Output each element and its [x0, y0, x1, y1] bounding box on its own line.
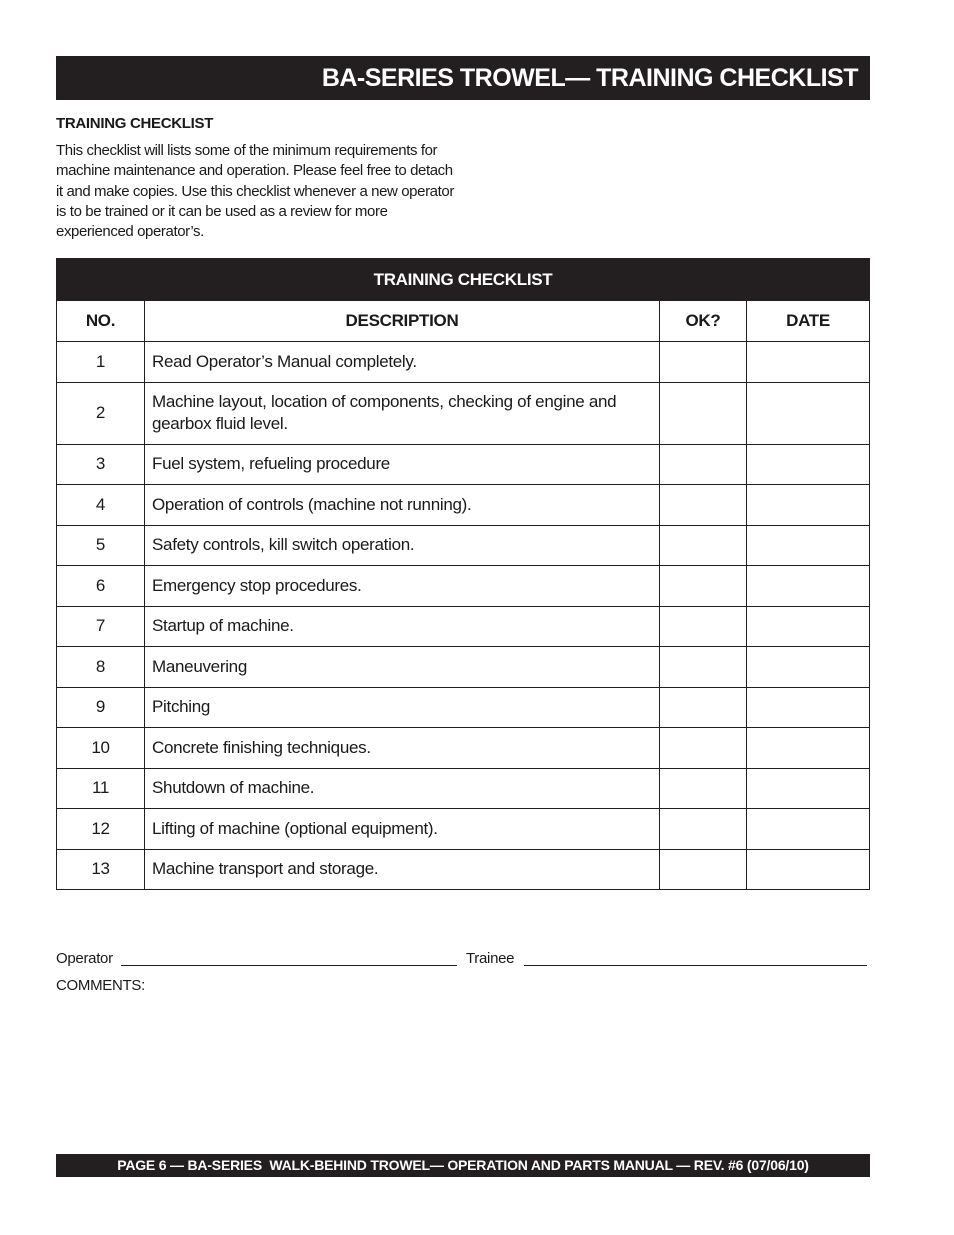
row-description: Lifting of machine (optional equipment).: [145, 809, 660, 850]
date-cell[interactable]: [747, 525, 870, 566]
row-number: 7: [57, 606, 145, 647]
row-description: Maneuvering: [145, 647, 660, 688]
row-number: 10: [57, 728, 145, 769]
ok-cell[interactable]: [660, 809, 747, 850]
signature-line: [56, 950, 869, 970]
page-title: BA-SERIES TROWEL— TRAINING CHECKLIST: [56, 56, 870, 100]
column-header-no: NO.: [57, 301, 145, 342]
date-cell[interactable]: [747, 849, 870, 890]
date-cell[interactable]: [747, 566, 870, 607]
ok-cell[interactable]: [660, 525, 747, 566]
operator-signature-field[interactable]: [121, 965, 457, 966]
row-description: Safety controls, kill switch operation.: [145, 525, 660, 566]
table-row: [57, 687, 870, 728]
date-cell[interactable]: [747, 606, 870, 647]
page-footer: PAGE 6 — BA-SERIES WALK-BEHIND TROWEL— OPERATION AND PARTS MANUAL — REV. #6 (07/06/10): [56, 1154, 870, 1177]
ok-cell[interactable]: [660, 647, 747, 688]
row-number: 6: [57, 566, 145, 607]
row-description: Concrete finishing techniques.: [145, 728, 660, 769]
row-number: 11: [57, 768, 145, 809]
table-row: [57, 342, 870, 383]
section-heading: TRAINING CHECKLIST: [56, 115, 214, 132]
row-number: 9: [57, 687, 145, 728]
date-cell[interactable]: [747, 444, 870, 485]
trainee-signature-field[interactable]: [524, 965, 867, 966]
ok-cell[interactable]: [660, 382, 747, 444]
ok-cell[interactable]: [660, 606, 747, 647]
table-row: [57, 728, 870, 769]
trainee-label: Trainee: [466, 950, 515, 967]
ok-cell[interactable]: [660, 342, 747, 383]
row-description: Read Operator’s Manual completely.: [145, 342, 660, 383]
row-number: 1: [57, 342, 145, 383]
table-row: [57, 606, 870, 647]
row-description: Machine transport and storage.: [145, 849, 660, 890]
column-header-ok: OK?: [660, 301, 747, 342]
date-cell[interactable]: [747, 809, 870, 850]
ok-cell[interactable]: [660, 485, 747, 526]
row-number: 5: [57, 525, 145, 566]
operator-label: Operator: [56, 950, 113, 967]
ok-cell[interactable]: [660, 728, 747, 769]
ok-cell[interactable]: [660, 444, 747, 485]
date-cell[interactable]: [747, 687, 870, 728]
table-row: [57, 525, 870, 566]
row-description: Emergency stop procedures.: [145, 566, 660, 607]
date-cell[interactable]: [747, 485, 870, 526]
row-number: 8: [57, 647, 145, 688]
date-cell[interactable]: [747, 768, 870, 809]
row-description: Pitching: [145, 687, 660, 728]
ok-cell[interactable]: [660, 566, 747, 607]
row-description: Fuel system, refueling procedure: [145, 444, 660, 485]
column-header-date: DATE: [747, 301, 870, 342]
table-row: [57, 485, 870, 526]
date-cell[interactable]: [747, 342, 870, 383]
table-row: [57, 809, 870, 850]
row-number: 3: [57, 444, 145, 485]
intro-paragraph: This checklist will lists some of the minimum requirements for machine maintenance and operation. Please feel free to detach it and make copies. Use this checklist whenever a new operator is to be trained or it can be used as a review for more experienced operator’s.: [56, 142, 454, 241]
table-row: [57, 444, 870, 485]
table-row: [57, 849, 870, 890]
row-number: 4: [57, 485, 145, 526]
comments-label: COMMENTS:: [56, 977, 145, 994]
table-row: [57, 647, 870, 688]
table-row: [57, 382, 870, 444]
date-cell[interactable]: [747, 728, 870, 769]
column-header-description: DESCRIPTION: [145, 301, 660, 342]
date-cell[interactable]: [747, 382, 870, 444]
ok-cell[interactable]: [660, 768, 747, 809]
row-description: Machine layout, location of components, checking of engine and gearbox fluid level.: [145, 382, 660, 444]
ok-cell[interactable]: [660, 687, 747, 728]
ok-cell[interactable]: [660, 849, 747, 890]
table-row: [57, 768, 870, 809]
table-title: TRAINING CHECKLIST: [57, 259, 870, 301]
date-cell[interactable]: [747, 647, 870, 688]
row-number: 12: [57, 809, 145, 850]
table-row: [57, 566, 870, 607]
row-number: 2: [57, 382, 145, 444]
row-number: 13: [57, 849, 145, 890]
row-description: Startup of machine.: [145, 606, 660, 647]
row-description: Operation of controls (machine not running).: [145, 485, 660, 526]
row-description: Shutdown of machine.: [145, 768, 660, 809]
training-checklist-table: [56, 258, 870, 890]
